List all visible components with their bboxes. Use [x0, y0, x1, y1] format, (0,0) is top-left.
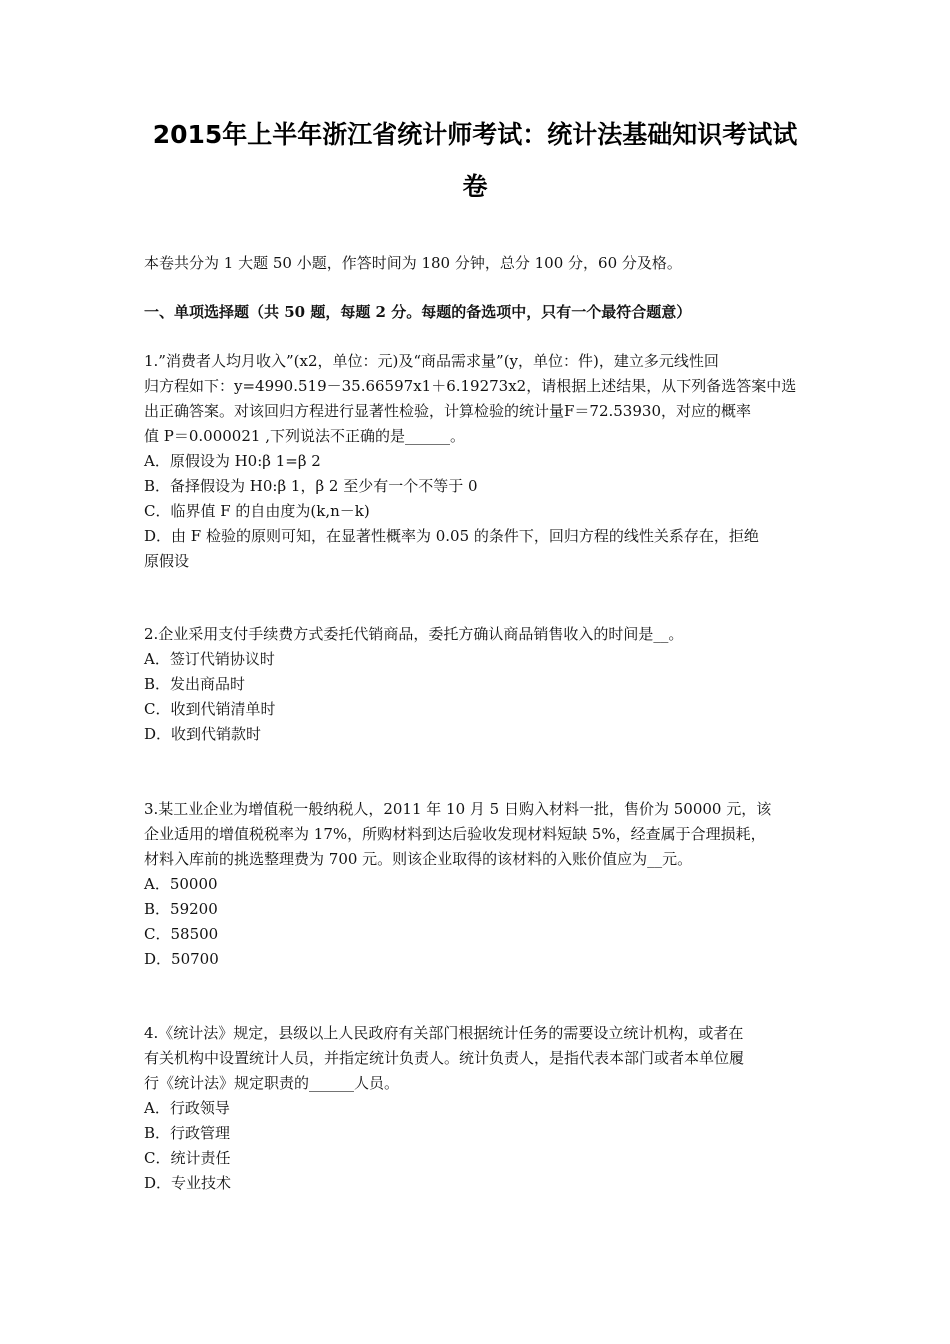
- option-d: D．由 F 检验的原则可知，在显著性概率为 0.05 的条件下，回归方程的线性关系存在，拒绝: [144, 527, 759, 545]
- section-heading: 一、单项选择题（共 50 题，每题 2 分。每题的备选项中，只有一个最符合题意）: [144, 303, 692, 321]
- option-c: C．统计责任: [144, 1149, 231, 1167]
- option-b: B．59200: [144, 900, 218, 918]
- option-b: B．行政管理: [144, 1124, 231, 1142]
- option-c: C．临界值 F 的自由度为(k,n－k): [144, 502, 370, 520]
- option-b: B．备择假设为 H0:β 1，β 2 至少有一个不等于 0: [144, 477, 478, 495]
- question-text-line: 3.某工业企业为增值税一般纳税人，2011 年 10 月 5 日购入材料一批，售价为 50000 元，该: [144, 800, 772, 818]
- question-3: [144, 797, 814, 972]
- document-title-line-1: 2015年上半年浙江省统计师考试：统计法基础知识考试试: [152, 120, 798, 149]
- option-a: A．原假设为 H0:β 1=β 2: [144, 452, 321, 470]
- option-a: A．行政领导: [144, 1099, 230, 1117]
- question-text-line: 归方程如下：y=4990.519－35.66597x1＋6.19273x2，请根据上述结果，从下列备选答案中选: [144, 377, 797, 395]
- option-b: B．发出商品时: [144, 675, 246, 693]
- question-text-line: 2.企业采用支付手续费方式委托代销商品，委托方确认商品销售收入的时间是__。: [144, 625, 684, 643]
- question-text-line: 4.《统计法》规定，县级以上人民政府有关部门根据统计任务的需要设立统计机构，或者在: [144, 1024, 744, 1042]
- question-text-line: 行《统计法》规定职责的______人员。: [144, 1074, 400, 1092]
- question-text-line: 企业适用的增值税税率为 17%，所购材料到达后验收发现材料短缺 5%，经查属于合理损耗，: [144, 825, 766, 843]
- question-text-line: 有关机构中设置统计人员，并指定统计负责人。统计负责人，是指代表本部门或者本单位履: [144, 1049, 745, 1067]
- option-a: A．签订代销协议时: [144, 650, 275, 668]
- option-a: A．50000: [144, 875, 218, 893]
- question-2: [144, 622, 814, 747]
- option-c: C．收到代销清单时: [144, 700, 276, 718]
- exam-intro: 本卷共分为 1 大题 50 小题，作答时间为 180 分钟，总分 100 分，60 分及格。: [144, 254, 682, 272]
- question-4: [144, 1021, 814, 1196]
- document-title-line-2: 卷: [462, 172, 488, 201]
- question-1: [144, 349, 814, 574]
- question-text-line: 1.”消费者人均月收入”(x2，单位：元)及“商品需求量”(y，单位：件)，建立多元线性回: [144, 352, 719, 370]
- option-d: D．专业技术: [144, 1174, 232, 1192]
- question-text-line: 出正确答案。对该回归方程进行显著性检验，计算检验的统计量F＝72.53930，对应的概率: [144, 402, 751, 420]
- option-c: C．58500: [144, 925, 219, 943]
- option-d: D．50700: [144, 950, 219, 968]
- question-text-line: 值 P＝0.000021 ,下列说法不正确的是______。: [144, 427, 465, 445]
- option-d: D．收到代销款时: [144, 725, 262, 743]
- option-d-continued: 原假设: [144, 552, 190, 570]
- question-text-line: 材料入库前的挑选整理费为 700 元。则该企业取得的该材料的入账价值应为__元。: [144, 850, 693, 868]
